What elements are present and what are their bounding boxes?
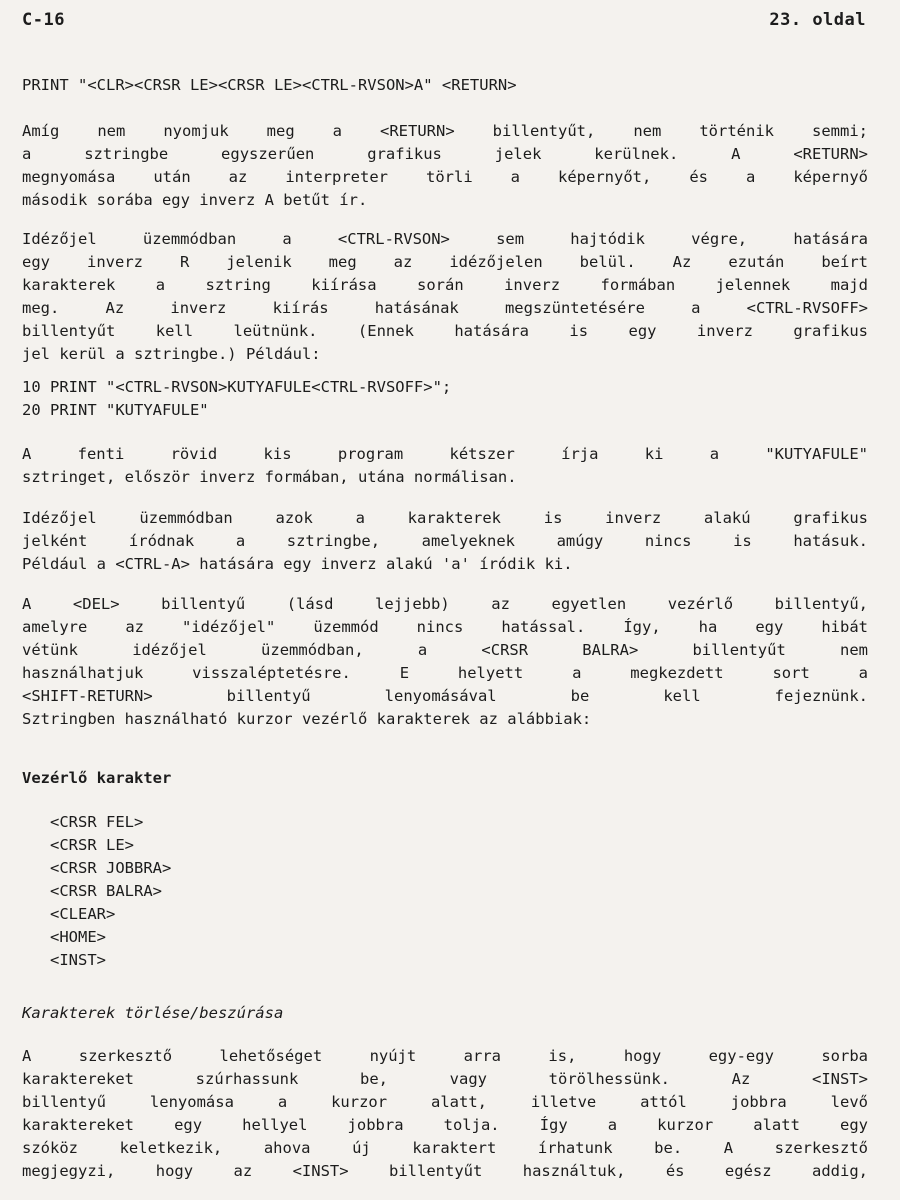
para6-line-6: megjegyzi, hogy az <INST> billentyűt használtuk, és egész addig, <box>22 1162 868 1180</box>
para5-line-4: használhatjuk visszaléptetésre. E helyett a megkezdett sort a <box>22 664 868 682</box>
para1-line-4: második sorába egy inverz A betűt ír. <box>22 191 368 209</box>
subsection-title: Karakterek törlése/beszúrása <box>22 1004 284 1022</box>
control-char-item: <INST> <box>50 951 106 969</box>
control-char-item: <CRSR LE> <box>50 836 134 854</box>
para2-line-4: meg. Az inverz kiírás hatásának megszüntetésére a <CTRL-RVSOFF> <box>22 299 868 317</box>
para5-line-5: <SHIFT-RETURN> billentyű lenyomásával be kell fejeznünk. <box>22 687 868 705</box>
para5-line-2: amelyre az "idézőjel" üzemmód nincs hatással. Így, ha egy hibát <box>22 618 868 636</box>
control-char-item: <CRSR FEL> <box>50 813 144 831</box>
para2-line-1: Idézőjel üzemmódban a <CTRL-RVSON> sem hajtódik végre, hatására <box>22 230 868 248</box>
para2-line-6: jel kerül a sztringbe.) Például: <box>22 345 321 363</box>
para3-line-2: sztringet, először inverz formában, utána normálisan. <box>22 468 517 486</box>
para1-line-3: megnyomása után az interpreter törli a képernyőt, és a képernyő <box>22 168 868 186</box>
code-line-20: 20 PRINT "KUTYAFULE" <box>22 401 209 419</box>
para2-line-5: billentyűt kell leütnünk. (Ennek hatására is egy inverz grafikus <box>22 322 868 340</box>
para2-line-3: karakterek a sztring kiírása során inverz formában jelennek majd <box>22 276 868 294</box>
para1-line-1: Amíg nem nyomjuk meg a <RETURN> billentyűt, nem történik semmi; <box>22 122 868 140</box>
para5-line-6: Sztringben használható kurzor vezérlő karakterek az alábbiak: <box>22 710 592 728</box>
para1-line-2: a sztringbe egyszerűen grafikus jelek kerülnek. A <RETURN> <box>22 145 868 163</box>
para4-line-1: Idézőjel üzemmódban azok a karakterek is inverz alakú grafikus <box>22 509 868 527</box>
section-title: Vezérlő karakter <box>22 769 172 787</box>
para2-line-2: egy inverz R jelenik meg az idézőjelen belül. Az ezután beírt <box>22 253 868 271</box>
para5-line-1: A <DEL> billentyű (lásd lejjebb) az egyetlen vezérlő billentyű, <box>22 595 868 613</box>
para4-line-2: jelként íródnak a sztringbe, amelyeknek amúgy nincs is hatásuk. <box>22 532 868 550</box>
para6-line-1: A szerkesztő lehetőséget nyújt arra is, hogy egy-egy sorba <box>22 1047 868 1065</box>
para5-line-3: vétünk idézőjel üzemmódban, a <CRSR BALRA> billentyűt nem <box>22 641 868 659</box>
control-char-item: <CLEAR> <box>50 905 116 923</box>
page-code: C-16 <box>22 10 65 30</box>
print-example-line: PRINT "<CLR><CRSR LE><CRSR LE><CTRL-RVSON>A" <RETURN> <box>22 76 517 94</box>
control-char-item: <CRSR JOBBRA> <box>50 859 172 877</box>
para4-line-3: Például a <CTRL-A> hatására egy inverz alakú 'a' íródik ki. <box>22 555 573 573</box>
control-char-item: <CRSR BALRA> <box>50 882 162 900</box>
para6-line-5: szóköz keletkezik, ahova új karaktert írhatunk be. A szerkesztő <box>22 1139 868 1157</box>
control-char-item: <HOME> <box>50 928 106 946</box>
para6-line-3: billentyű lenyomása a kurzor alatt, illetve attól jobbra levő <box>22 1093 868 1111</box>
page-number: 23. oldal <box>769 10 866 30</box>
para3-line-1: A fenti rövid kis program kétszer írja ki a "KUTYAFULE" <box>22 445 868 463</box>
code-line-10: 10 PRINT "<CTRL-RVSON>KUTYAFULE<CTRL-RVSOFF>"; <box>22 378 452 396</box>
para6-line-2: karaktereket szúrhassunk be, vagy törölhessünk. Az <INST> <box>22 1070 868 1088</box>
para6-line-4: karaktereket egy hellyel jobbra tolja. Így a kurzor alatt egy <box>22 1116 868 1134</box>
